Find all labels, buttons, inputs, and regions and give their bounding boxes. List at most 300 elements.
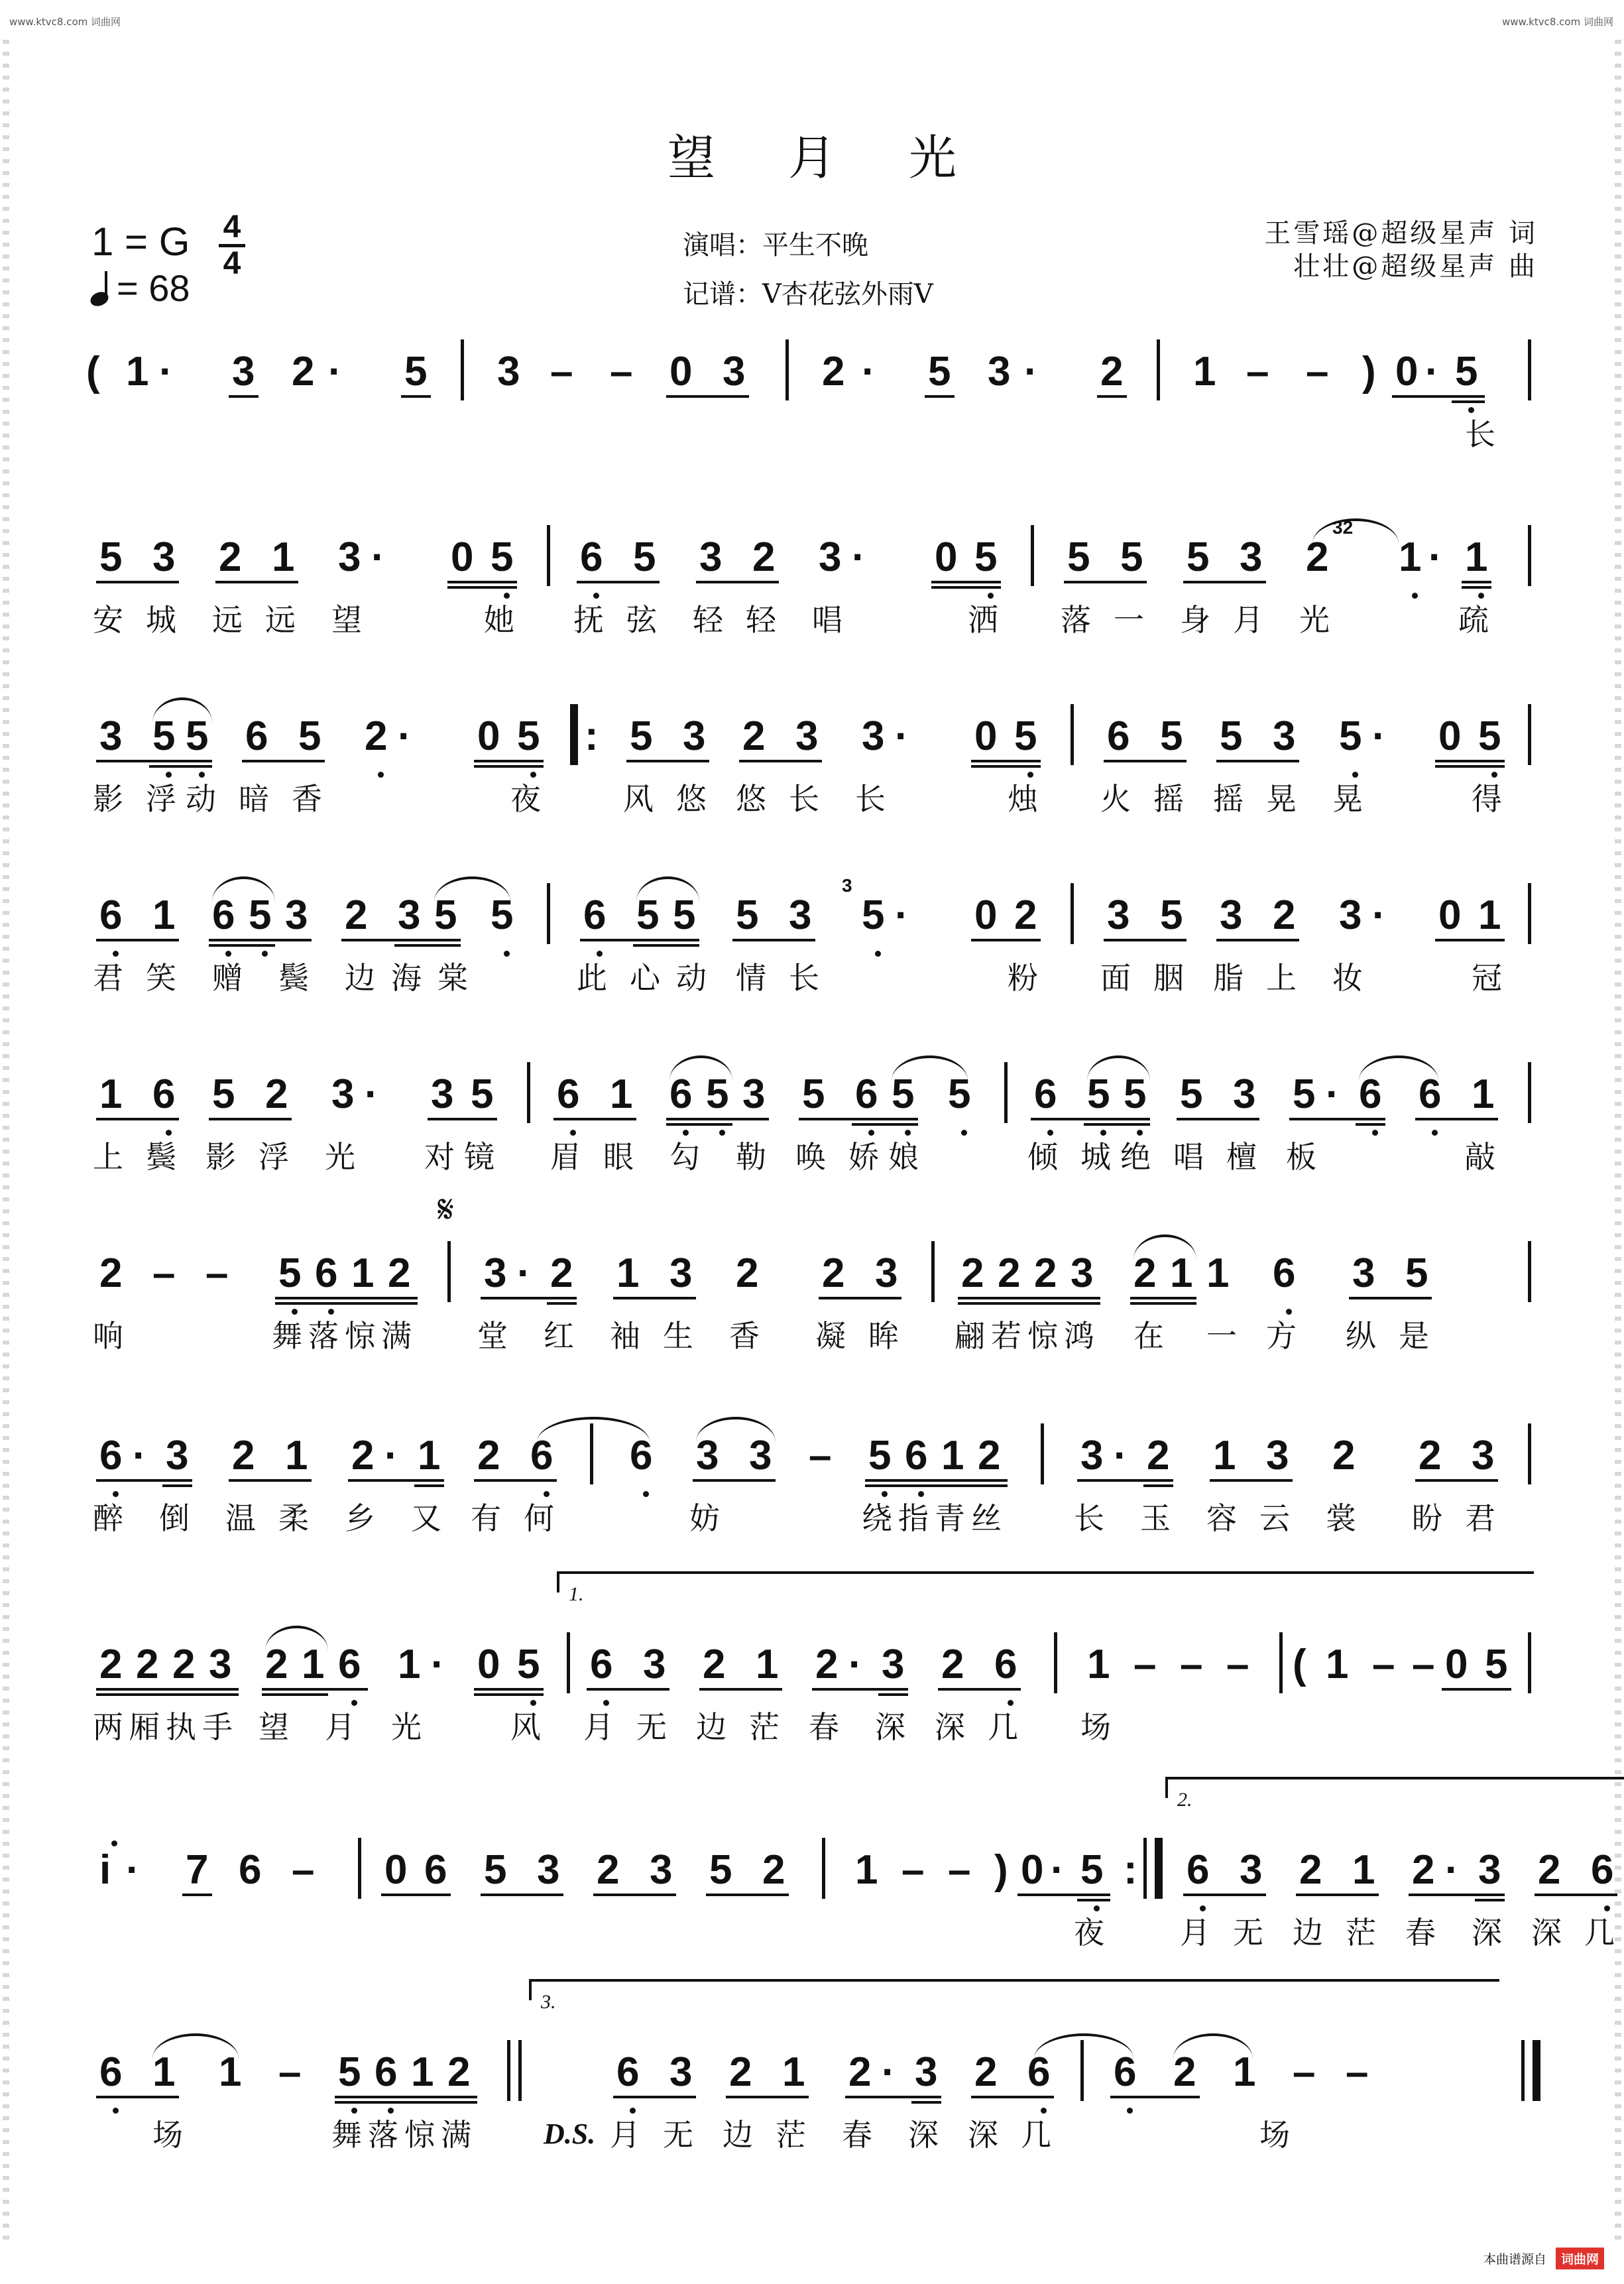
note: 1 <box>1352 1847 1375 1893</box>
note: 5 <box>1014 713 1037 759</box>
lyric-char: 醉 <box>93 1500 123 1536</box>
octave-dot-below <box>262 951 268 957</box>
octave-dot-below <box>1468 407 1474 413</box>
beam-underline <box>1183 581 1266 583</box>
note: 0 <box>1438 713 1462 759</box>
beam-underline <box>699 1688 782 1691</box>
beam-underline <box>1104 939 1187 941</box>
note: 2 <box>477 1433 500 1478</box>
lyric-char: 影 <box>93 781 123 817</box>
lyric-char: 赠 <box>212 960 243 996</box>
lyric-char: 红 <box>544 1318 574 1354</box>
beam-underline <box>474 1479 557 1482</box>
lyric-char: 茫 <box>1346 1915 1376 1951</box>
lyric-char: 上 <box>93 1139 123 1175</box>
quarter-note-icon <box>90 271 107 306</box>
lyricist: 王雪瑶@超级星声 词 <box>1264 218 1538 249</box>
tie-slur <box>212 876 275 902</box>
note: 3 <box>683 713 706 759</box>
lyric-char: 鬓 <box>146 1139 176 1175</box>
volta-bracket <box>1165 1777 1624 1798</box>
lyric-char: 边 <box>1293 1915 1323 1951</box>
lyric-char: 月 <box>583 1709 614 1745</box>
note: 5 <box>278 1250 302 1296</box>
composer: 壮壮@超级星声 曲 <box>1293 251 1538 282</box>
notation-symbol: – <box>550 349 573 394</box>
lyric-char: 边 <box>345 960 375 996</box>
volta-number: 3. <box>541 1991 556 2013</box>
notation-symbol: – <box>278 2049 302 2095</box>
beam-underline <box>1077 1479 1173 1482</box>
note: 2 <box>848 2049 872 2095</box>
lyric-char: 深 <box>968 2117 998 2153</box>
note: 3 <box>875 1250 898 1296</box>
note: 0 <box>974 892 998 938</box>
note: 3 <box>819 534 842 580</box>
note: 3 <box>742 1071 766 1117</box>
note: 3 <box>1472 1433 1495 1478</box>
note: 3 <box>497 349 520 394</box>
note: 2 <box>978 1433 1001 1478</box>
octave-dot-below <box>1478 593 1484 599</box>
note: 3 <box>99 713 123 759</box>
beam-underline <box>626 760 709 762</box>
lyric-char: 抚 <box>573 602 604 638</box>
lyric-char: 笑 <box>146 960 176 996</box>
beam-underline <box>96 2096 179 2098</box>
beam-underline <box>1104 760 1187 762</box>
note: i <box>99 1847 111 1893</box>
note: 5 <box>491 534 514 580</box>
volta-number: 1. <box>569 1583 584 1605</box>
beam-underline <box>1452 400 1485 403</box>
beam-underline <box>335 2101 477 2104</box>
lyric-char: 妨 <box>689 1500 720 1536</box>
beam-underline <box>1084 1123 1150 1126</box>
beam-underline <box>1289 1118 1385 1120</box>
note: 2 <box>1538 1847 1561 1893</box>
notation-symbol: · <box>1372 713 1386 759</box>
note: 5 <box>1293 1071 1316 1117</box>
note: 2 <box>219 534 242 580</box>
lyric-char: 手 <box>202 1709 233 1745</box>
tie-slur <box>1034 2033 1133 2059</box>
notation-symbol: – <box>1346 2049 1369 2095</box>
lyric-char: 几 <box>1584 1915 1615 1951</box>
octave-dot-below <box>683 1130 689 1136</box>
lyric-char: 生 <box>663 1318 693 1354</box>
lyric-char: 檀 <box>1226 1139 1257 1175</box>
lyric-char: 惊 <box>404 2117 435 2153</box>
notation-symbol: ) <box>1362 349 1376 394</box>
note: 3 <box>1240 534 1263 580</box>
lyric-char: 若 <box>991 1318 1021 1354</box>
lyric-char: 望 <box>331 602 362 638</box>
note: 2 <box>822 349 845 394</box>
lyric-char: 摇 <box>1153 781 1184 817</box>
note: 6 <box>630 1433 653 1478</box>
beam-underline <box>1177 1118 1259 1120</box>
lyric-char: 悠 <box>676 781 707 817</box>
note: 6 <box>1107 713 1130 759</box>
note: 6 <box>616 2049 640 2095</box>
lyric-char: 是 <box>1399 1318 1429 1354</box>
octave-dot-below <box>388 2108 394 2114</box>
note: 6 <box>99 2049 123 2095</box>
bar-line <box>1004 1062 1008 1123</box>
notation-symbol: – <box>1412 1642 1435 1687</box>
note: 3 <box>232 349 255 394</box>
note: 3 <box>795 713 819 759</box>
bar-line <box>1533 2040 1540 2101</box>
octave-dot-below <box>643 1491 649 1497</box>
bar-line <box>1528 1632 1531 1693</box>
note: 1 <box>351 1250 375 1296</box>
note: 1 <box>1478 892 1501 938</box>
lyric-char: 深 <box>908 2117 939 2153</box>
bar-line <box>1279 1632 1283 1693</box>
notation-symbol: : <box>585 713 599 759</box>
bar-line <box>1528 339 1531 400</box>
lyric-char: 春 <box>1405 1915 1436 1951</box>
note: 5 <box>99 534 123 580</box>
note: 3 <box>669 1250 693 1296</box>
note: 3 <box>338 534 361 580</box>
lyric-char: 唱 <box>1173 1139 1204 1175</box>
lyric-char: 惊 <box>1027 1318 1058 1354</box>
beam-underline <box>481 1893 563 1896</box>
note: 2 <box>172 1642 196 1687</box>
note: 3 <box>152 534 176 580</box>
note: 5 <box>736 892 759 938</box>
lyric-char: 风 <box>510 1709 541 1745</box>
lyric-char: 胭 <box>1153 960 1184 996</box>
note: 2 <box>1306 534 1329 580</box>
note: 2 <box>736 1250 759 1296</box>
beam-underline <box>1349 1297 1432 1299</box>
side-strip-left <box>3 40 9 2241</box>
note: 0 <box>1438 892 1462 938</box>
octave-dot-below <box>530 772 536 778</box>
beam-underline <box>209 944 275 947</box>
notation-symbol: · <box>1024 349 1038 394</box>
lyric-char: 纵 <box>1346 1318 1376 1354</box>
beam-underline <box>577 581 660 583</box>
note: 3 <box>862 713 885 759</box>
note: 5 <box>1160 892 1183 938</box>
note: 5 <box>636 892 660 938</box>
lyric-char: 望 <box>259 1709 289 1745</box>
note: 6 <box>1034 1071 1057 1117</box>
lyric-char: 娘 <box>888 1139 919 1175</box>
octave-dot-below <box>225 951 231 957</box>
note: 1 <box>1233 2049 1256 2095</box>
lyric-char: 悠 <box>736 781 766 817</box>
bar-line <box>822 1838 825 1899</box>
bar-line <box>358 1838 361 1899</box>
octave-dot-below <box>1604 1905 1610 1911</box>
note: 2 <box>99 1250 123 1296</box>
time-signature-top: 4 <box>223 210 241 245</box>
lyric-char: 情 <box>736 960 766 996</box>
note: 6 <box>424 1847 447 1893</box>
tie-slur <box>152 2033 239 2059</box>
lyric-char: 勾 <box>669 1139 700 1175</box>
beam-underline <box>1130 1302 1196 1305</box>
bar-line <box>1071 883 1074 944</box>
beam-underline <box>275 1297 418 1299</box>
beam-underline <box>732 939 815 941</box>
footer-brand-link[interactable]: 词曲网 <box>1556 2248 1604 2269</box>
lyric-char: 盼 <box>1412 1500 1442 1536</box>
note: 2 <box>1332 1433 1356 1478</box>
lyric-char: 场 <box>1259 2117 1290 2153</box>
beam-underline <box>1392 395 1485 398</box>
octave-dot-below <box>719 1130 725 1136</box>
note: 6 <box>152 1071 176 1117</box>
note: 3 <box>696 1433 719 1478</box>
note: 5 <box>1455 349 1478 394</box>
note: 3 <box>1266 1433 1289 1478</box>
lyrics-row <box>86 782 1544 829</box>
note: 5 <box>484 1847 507 1893</box>
note: 6 <box>590 1642 613 1687</box>
note: 5 <box>1067 534 1090 580</box>
octave-dot-below <box>875 951 881 957</box>
beam-underline <box>1435 939 1505 941</box>
watermark-right[interactable]: www.ktvc8.com 词曲网 <box>1501 16 1613 28</box>
note: 5 <box>1080 1847 1104 1893</box>
note: 1 <box>285 1433 308 1478</box>
lyric-char: 无 <box>636 1709 667 1745</box>
notation-symbol: · <box>517 1250 531 1296</box>
note: 2 <box>265 1071 288 1117</box>
beam-underline <box>613 1297 696 1299</box>
lyric-char: 城 <box>1080 1139 1111 1175</box>
lyric-char: 几 <box>988 1709 1018 1745</box>
note: 5 <box>298 713 321 759</box>
note: 1 <box>1213 1433 1236 1478</box>
beam-underline <box>96 1688 239 1691</box>
lyric-char: 边 <box>696 1709 726 1745</box>
transcriber: 记谱：V杏花弦外雨V <box>683 279 933 310</box>
note: 3 <box>1080 1433 1104 1478</box>
lyric-char: 在 <box>1133 1318 1164 1354</box>
lyric-char: 娇 <box>848 1139 879 1175</box>
lyric-char: 面 <box>1100 960 1131 996</box>
note: 3 <box>285 892 308 938</box>
lyric-char: 月 <box>610 2117 640 2153</box>
note: 1 <box>126 349 149 394</box>
note: 0 <box>935 534 958 580</box>
tie-slur <box>152 697 212 723</box>
note: 2 <box>1034 1250 1057 1296</box>
bar-line <box>527 1062 530 1123</box>
bar-line <box>931 1241 935 1302</box>
bar-line <box>547 525 550 586</box>
beam-underline <box>931 581 1001 583</box>
lyric-char: 深 <box>1531 1915 1562 1951</box>
note: 6 <box>375 2049 398 2095</box>
lyric-char: 城 <box>146 602 176 638</box>
octave-dot-below <box>378 772 384 778</box>
watermark-left[interactable]: www.ktvc8.com 词曲网 <box>9 16 121 28</box>
lyrics-row <box>86 1915 1615 1962</box>
beam-underline <box>726 2096 809 2098</box>
lyric-char: 长 <box>855 781 886 817</box>
note: 1 <box>99 1071 123 1117</box>
octave-dot-below <box>113 1491 119 1497</box>
note: 5 <box>1087 1071 1110 1117</box>
note: 1 <box>1399 534 1422 580</box>
lyric-char: 对 <box>424 1139 455 1175</box>
octave-dot-below <box>351 1700 357 1706</box>
notation-symbol: – <box>610 349 633 394</box>
note: 2 <box>1147 1433 1170 1478</box>
beam-underline <box>1017 1893 1110 1896</box>
beam-underline <box>209 1118 292 1120</box>
lyric-char: 晃 <box>1266 781 1297 817</box>
octave-dot-below <box>113 2108 119 2114</box>
beam-underline <box>587 1688 669 1691</box>
beam-underline <box>911 2101 941 2104</box>
tempo-marking <box>90 267 190 310</box>
octave-dot-below <box>292 1309 298 1315</box>
note: 5 <box>974 534 998 580</box>
beam-underline <box>162 1484 192 1487</box>
lyric-char: 疏 <box>1458 602 1489 638</box>
beam-underline <box>666 1118 769 1120</box>
beam-underline <box>1442 1688 1511 1691</box>
lyric-char: 乡 <box>345 1500 375 1536</box>
note: 3 <box>643 1642 666 1687</box>
lyric-char: 心 <box>630 960 660 996</box>
notation-symbol: · <box>1445 1847 1459 1893</box>
lyric-char: 唱 <box>812 602 842 638</box>
note: 2 <box>703 1642 726 1687</box>
lyric-char: 绕 <box>862 1500 892 1536</box>
lyric-char: 香 <box>292 781 322 817</box>
octave-dot-below <box>603 1700 609 1706</box>
note: 2 <box>822 1250 845 1296</box>
bar-line <box>1143 1838 1147 1899</box>
lyric-char: 春 <box>809 1709 839 1745</box>
lyric-char: 无 <box>1233 1915 1263 1951</box>
note: 6 <box>1027 2049 1051 2095</box>
octave-dot-below <box>166 1130 172 1136</box>
beam-underline <box>878 1693 908 1696</box>
lyric-char: 板 <box>1286 1139 1316 1175</box>
beam-underline <box>229 395 259 398</box>
lyric-char: 光 <box>391 1709 422 1745</box>
beam-underline <box>96 760 212 762</box>
note: 2 <box>1412 1847 1435 1893</box>
lyric-char: 凝 <box>815 1318 846 1354</box>
octave-dot-below <box>593 593 599 599</box>
lyric-char: 执 <box>166 1709 196 1745</box>
lyric-char: 棠 <box>437 960 468 996</box>
note: 2 <box>265 1642 288 1687</box>
note: 2 <box>1273 892 1296 938</box>
lyric-char: 惊 <box>345 1318 375 1354</box>
octave-dot-below <box>1200 1905 1206 1911</box>
lyric-char: 动 <box>676 960 707 996</box>
beam-underline <box>229 1479 312 1482</box>
beam-underline <box>474 1688 544 1691</box>
lyric-char: 两 <box>93 1709 123 1745</box>
beam-underline <box>348 1479 444 1482</box>
note: 2 <box>1133 1250 1157 1296</box>
beam-underline <box>812 1688 908 1691</box>
octave-dot-below <box>630 2108 636 2114</box>
note: 2 <box>136 1642 159 1687</box>
note: 5 <box>928 349 951 394</box>
lyric-char: 堂 <box>477 1318 508 1354</box>
note: 6 <box>1359 1071 1382 1117</box>
tie-slur <box>434 876 510 902</box>
notation-symbol: – <box>1293 2049 1316 2095</box>
note: 2 <box>762 1847 785 1893</box>
note: 5 <box>186 713 209 759</box>
notation-symbol: ( <box>1293 1642 1306 1687</box>
bar-line <box>461 339 464 400</box>
lyric-char: 轻 <box>746 602 776 638</box>
note: 0 <box>477 713 500 759</box>
note: 5 <box>404 349 428 394</box>
beam-underline <box>1077 1899 1110 1901</box>
beam-underline <box>209 939 312 941</box>
tie-slur <box>1312 518 1399 544</box>
lyrics-row <box>86 603 1544 650</box>
beam-underline <box>633 944 699 947</box>
beam-underline <box>474 1693 544 1696</box>
note: 2 <box>729 2049 752 2095</box>
footer-label: 本曲谱源自 <box>1483 2252 1546 2267</box>
lyrics-row <box>86 1711 1544 1757</box>
beam-underline <box>865 1484 1008 1487</box>
beam-underline <box>739 760 822 762</box>
lyric-char: 火 <box>1100 781 1131 817</box>
note: 5 <box>1339 713 1362 759</box>
notation-symbol: · <box>1114 1433 1128 1478</box>
octave-dot-below <box>1041 2108 1047 2114</box>
tie-slur <box>669 1055 732 1081</box>
lyric-char: 夜 <box>510 781 541 817</box>
grace-note: 32 <box>1332 517 1354 538</box>
note: 6 <box>557 1071 580 1117</box>
lyric-char: 又 <box>411 1500 441 1536</box>
lyric-char: 此 <box>577 960 607 996</box>
octave-dot-below <box>988 593 994 599</box>
lyric-char: 夜 <box>1074 1915 1104 1951</box>
octave-dot-below <box>570 1130 576 1136</box>
beam-underline <box>553 1118 636 1120</box>
tie-slur <box>1133 1234 1196 1260</box>
beam-underline <box>1210 1479 1293 1482</box>
note: 5 <box>862 892 885 938</box>
note: 5 <box>517 713 540 759</box>
segno-sign: 𝄋 <box>437 1187 454 1232</box>
octave-dot-below <box>597 951 603 957</box>
lyric-char: 鬓 <box>278 960 309 996</box>
lyric-char: 几 <box>1021 2117 1051 2153</box>
tie-slur <box>696 1417 776 1442</box>
beam-underline <box>275 1302 418 1305</box>
beam-underline <box>666 395 749 398</box>
note: 1 <box>1206 1250 1230 1296</box>
beam-underline <box>474 760 544 762</box>
note: 6 <box>338 1642 361 1687</box>
